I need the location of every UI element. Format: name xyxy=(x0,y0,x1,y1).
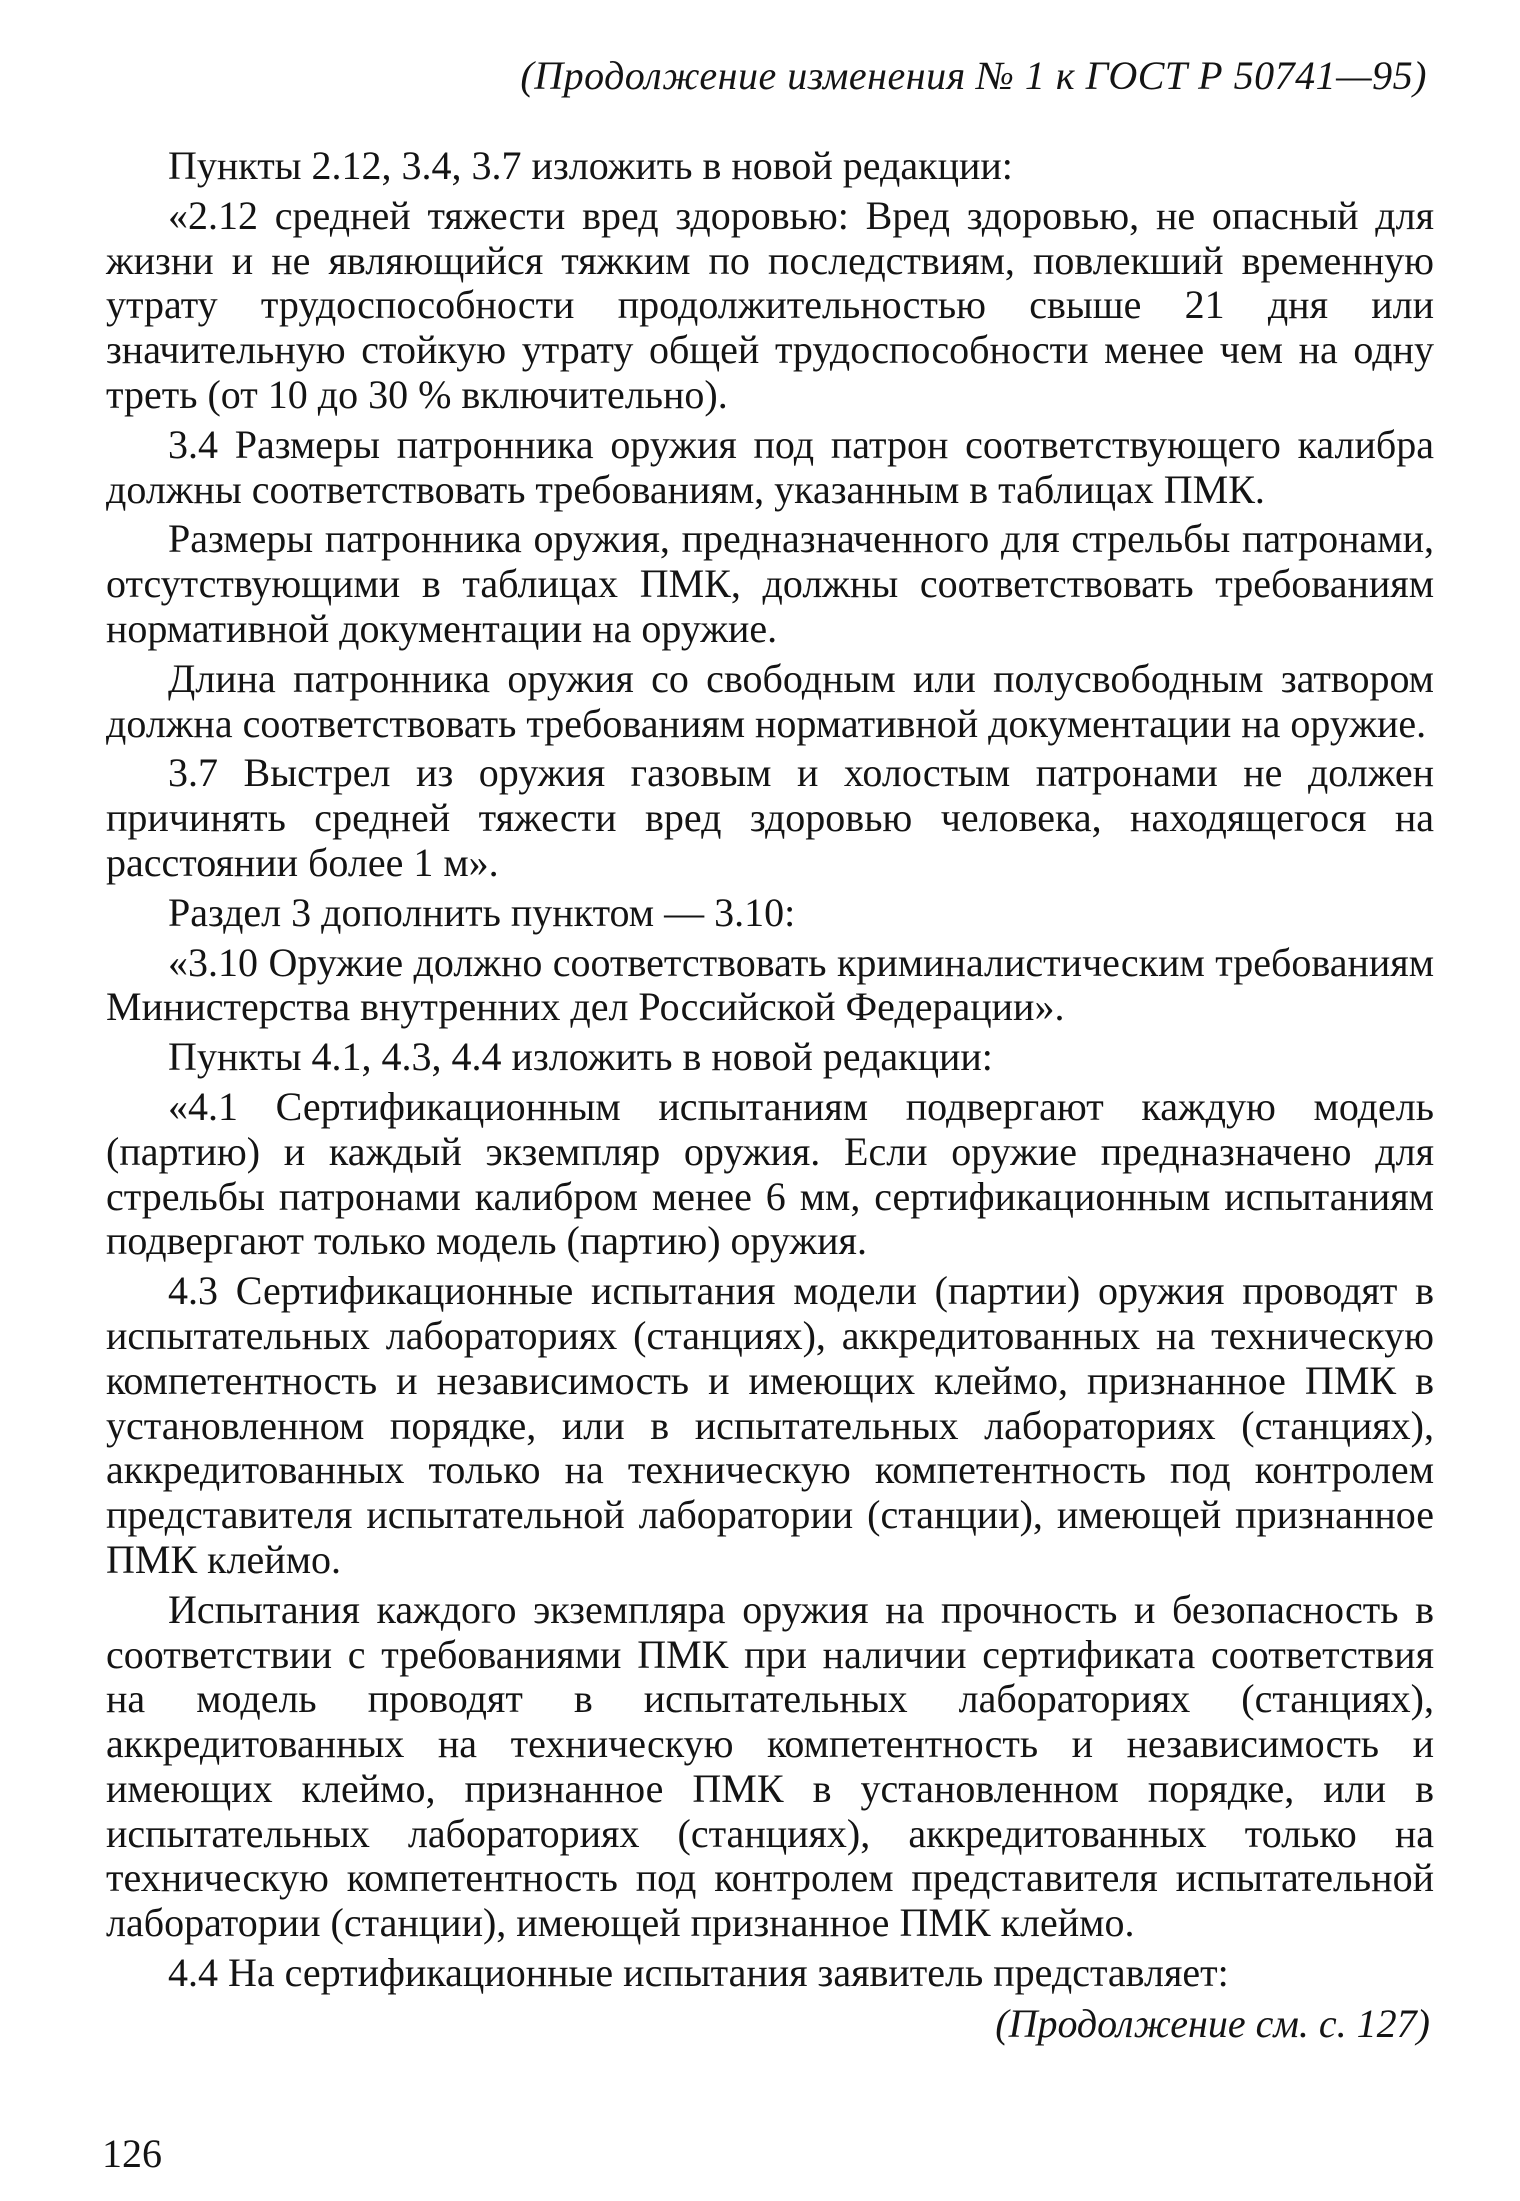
paragraph: Пункты 4.1, 4.3, 4.4 изложить в новой редакции: xyxy=(168,1034,993,1080)
continuation-note: (Продолжение см. с. 127) xyxy=(995,2001,1430,2046)
body-text xyxy=(106,144,1434,2001)
paragraph: Размеры патронника оружия, предназначенного для стрельбы патронами, отсутствующими в таблицах ПМК, должны соответствовать требованиям нормативной документации на оружие. xyxy=(106,516,1434,651)
page-number: 126 xyxy=(102,2131,162,2176)
running-header: (Продолжение изменения № 1 к ГОСТ Р 50741—95) xyxy=(520,53,1427,98)
paragraph: 4.4 На сертификационные испытания заявитель представляет: xyxy=(168,1950,1229,1996)
paragraph: «3.10 Оружие должно соответствовать криминалистическим требованиям Министерства внутренних дел Российской Федерации». xyxy=(106,939,1434,1030)
paragraph: Длина патронника оружия со свободным или полусвободным затвором должна соответствовать требованиям нормативной документации на оружие. xyxy=(106,655,1434,746)
paragraph: «2.12 средней тяжести вред здоровью: Вред здоровью, не опасный для жизни и не являющийся тяжким по последствиям, повлекший временную утрату трудоспособности продолжительностью свыше 21 дня или значительную стойкую утрату общей трудоспособности менее чем на одну треть (от 10 до 30 % включительно). xyxy=(106,192,1434,417)
paragraph: 4.3 Сертификационные испытания модели (партии) оружия проводят в испытательных лабораториях (станциях), аккредитованных на техническую компетентность и независимость и имеющих клеймо, признанное ПМК в установленном порядке, или в испытательных лабораториях (станциях), аккредитованных только на техническую компетентность под контролем представителя испытательной лаборатории (станции), имеющей признанное ПМК клеймо. xyxy=(106,1268,1434,1582)
paragraph: Испытания каждого экземпляра оружия на прочность и безопасность в соответствии с требованиями ПМК при наличии сертификата соответствия на модель проводят в испытательных лабораториях (станциях), аккредитованных на техническую компетентность и независимость и имеющих клеймо, признанное ПМК в установленном порядке, или в испытательных лабораториях (станциях), аккредитованных только на техническую компетентность под контролем представителя испытательной лаборатории (станции), имеющей признанное ПМК клеймо. xyxy=(106,1586,1434,1946)
paragraph: Пункты 2.12, 3.4, 3.7 изложить в новой редакции: xyxy=(168,143,1013,188)
paragraph: «4.1 Сертификационным испытаниям подвергают каждую модель (партию) и каждый экземпляр оружия. Если оружие предназначено для стрельбы патронами калибром менее 6 мм, сертификационным испытаниям подвергают только модель (партию) оружия. xyxy=(106,1083,1434,1264)
paragraph: 3.7 Выстрел из оружия газовым и холостым патронами не должен причинять средней тяжести вред здоровью человека, находящегося на расстоянии более 1 м». xyxy=(106,750,1434,885)
paragraph: 3.4 Размеры патронника оружия под патрон соответствующего калибра должны соответствовать требованиям, указанным в таблицах ПМК. xyxy=(106,421,1434,512)
paragraph: Раздел 3 дополнить пунктом — 3.10: xyxy=(168,889,796,935)
